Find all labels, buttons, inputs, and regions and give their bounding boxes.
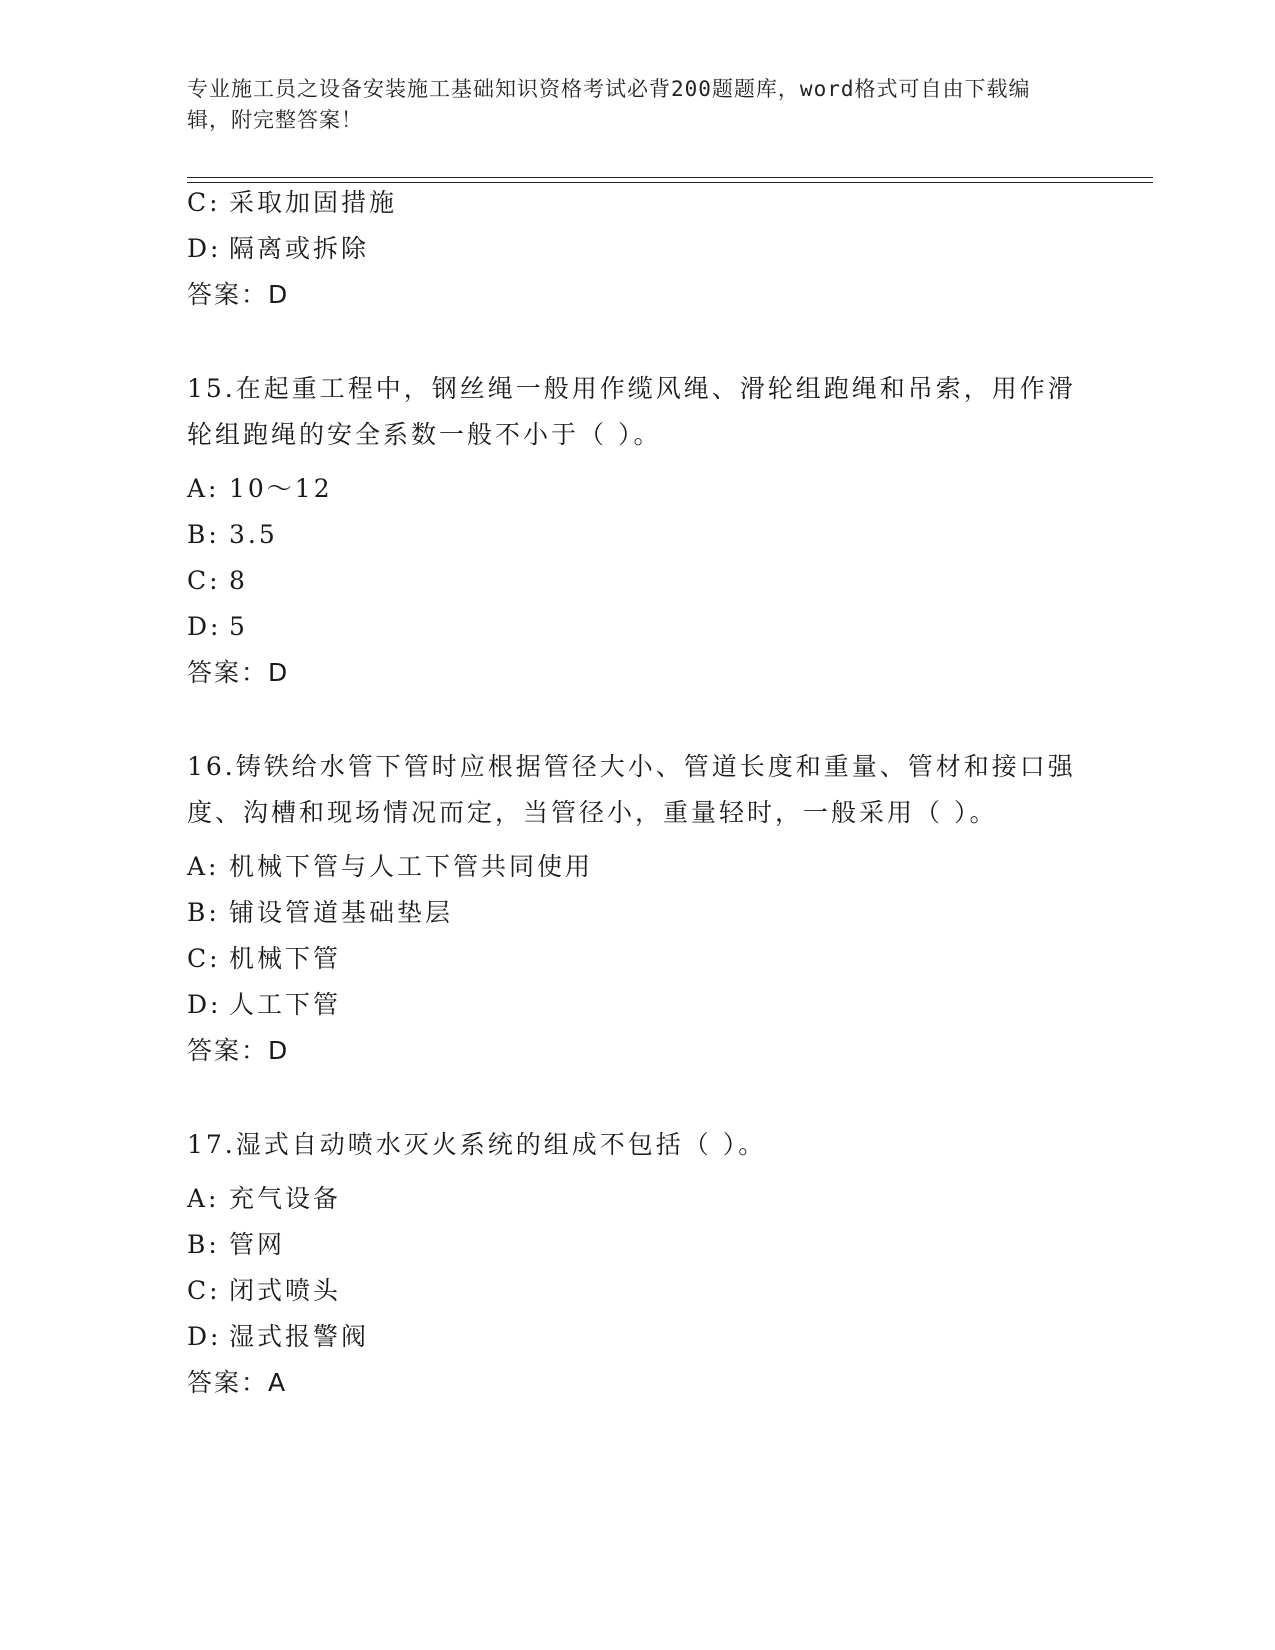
option-text: 8: [229, 566, 248, 595]
header-rule-top: [187, 177, 1153, 178]
option-line: [187, 1322, 1087, 1352]
option-line: [187, 1230, 1087, 1260]
question-16: [187, 744, 1087, 836]
option-line: [187, 1276, 1087, 1306]
header-rule-bottom: [187, 182, 1153, 183]
option-text: 机械下管: [229, 944, 342, 973]
option-text: 湿式报警阀: [229, 1322, 370, 1351]
option-text: 3.5: [229, 520, 278, 549]
option-label: A:: [187, 474, 220, 503]
option-label: D:: [187, 990, 222, 1019]
option-label: C:: [187, 188, 221, 217]
option-text: 铺设管道基础垫层: [229, 898, 454, 927]
option-line: [187, 234, 1087, 264]
answer-line: 答案：D: [187, 658, 290, 687]
option-text: 5: [229, 612, 248, 641]
option-line: [187, 944, 1087, 974]
answer-line: 答案：A: [187, 1368, 288, 1397]
option-line: [187, 520, 1087, 550]
option-text: 隔离或拆除: [229, 234, 370, 263]
option-label: D:: [187, 612, 222, 641]
answer-line: 答案：D: [187, 1036, 290, 1065]
option-label: D:: [187, 234, 222, 263]
option-label: A:: [187, 852, 220, 881]
question-stem: 17.湿式自动喷水灭火系统的组成不包括（ ）。: [187, 1130, 767, 1159]
option-text: 机械下管与人工下管共同使用: [229, 852, 594, 881]
option-line: [187, 898, 1087, 928]
question-17: [187, 1122, 1087, 1168]
question-stem: 16.铸铁给水管下管时应根据管径大小、管道长度和重量、管材和接口强度、沟槽和现场情况而定，当管径小，重量轻时，一般采用（ ）。: [187, 752, 1076, 827]
option-text: 10～12: [229, 474, 333, 503]
option-text: 采取加固措施: [229, 188, 398, 217]
option-label: C:: [187, 944, 221, 973]
option-label: C:: [187, 566, 221, 595]
option-line: [187, 1184, 1087, 1214]
answer-line: 答案：D: [187, 280, 290, 309]
option-label: B:: [187, 898, 220, 927]
option-line: [187, 188, 1087, 218]
page-header: 专业施工员之设备安装施工基础知识资格考试必背200题题库，word格式可自由下载编辑，附完整答案！: [187, 77, 1031, 132]
option-line: [187, 612, 1087, 642]
option-label: B:: [187, 520, 220, 549]
option-text: 管网: [229, 1230, 286, 1259]
option-label: D:: [187, 1322, 222, 1351]
option-text: 充气设备: [229, 1184, 342, 1213]
option-text: 闭式喷头: [229, 1276, 342, 1305]
option-line: [187, 566, 1087, 596]
option-label: A:: [187, 1184, 220, 1213]
question-stem: 15.在起重工程中，钢丝绳一般用作缆风绳、滑轮组跑绳和吊索，用作滑轮组跑绳的安全系数一般不小于（ ）。: [187, 374, 1076, 449]
option-line: [187, 474, 1087, 504]
question-15: [187, 366, 1087, 458]
option-label: B:: [187, 1230, 220, 1259]
option-label: C:: [187, 1276, 221, 1305]
option-line: [187, 990, 1087, 1020]
option-line: [187, 852, 1087, 882]
question-content: [187, 188, 1087, 1414]
option-text: 人工下管: [229, 990, 342, 1019]
